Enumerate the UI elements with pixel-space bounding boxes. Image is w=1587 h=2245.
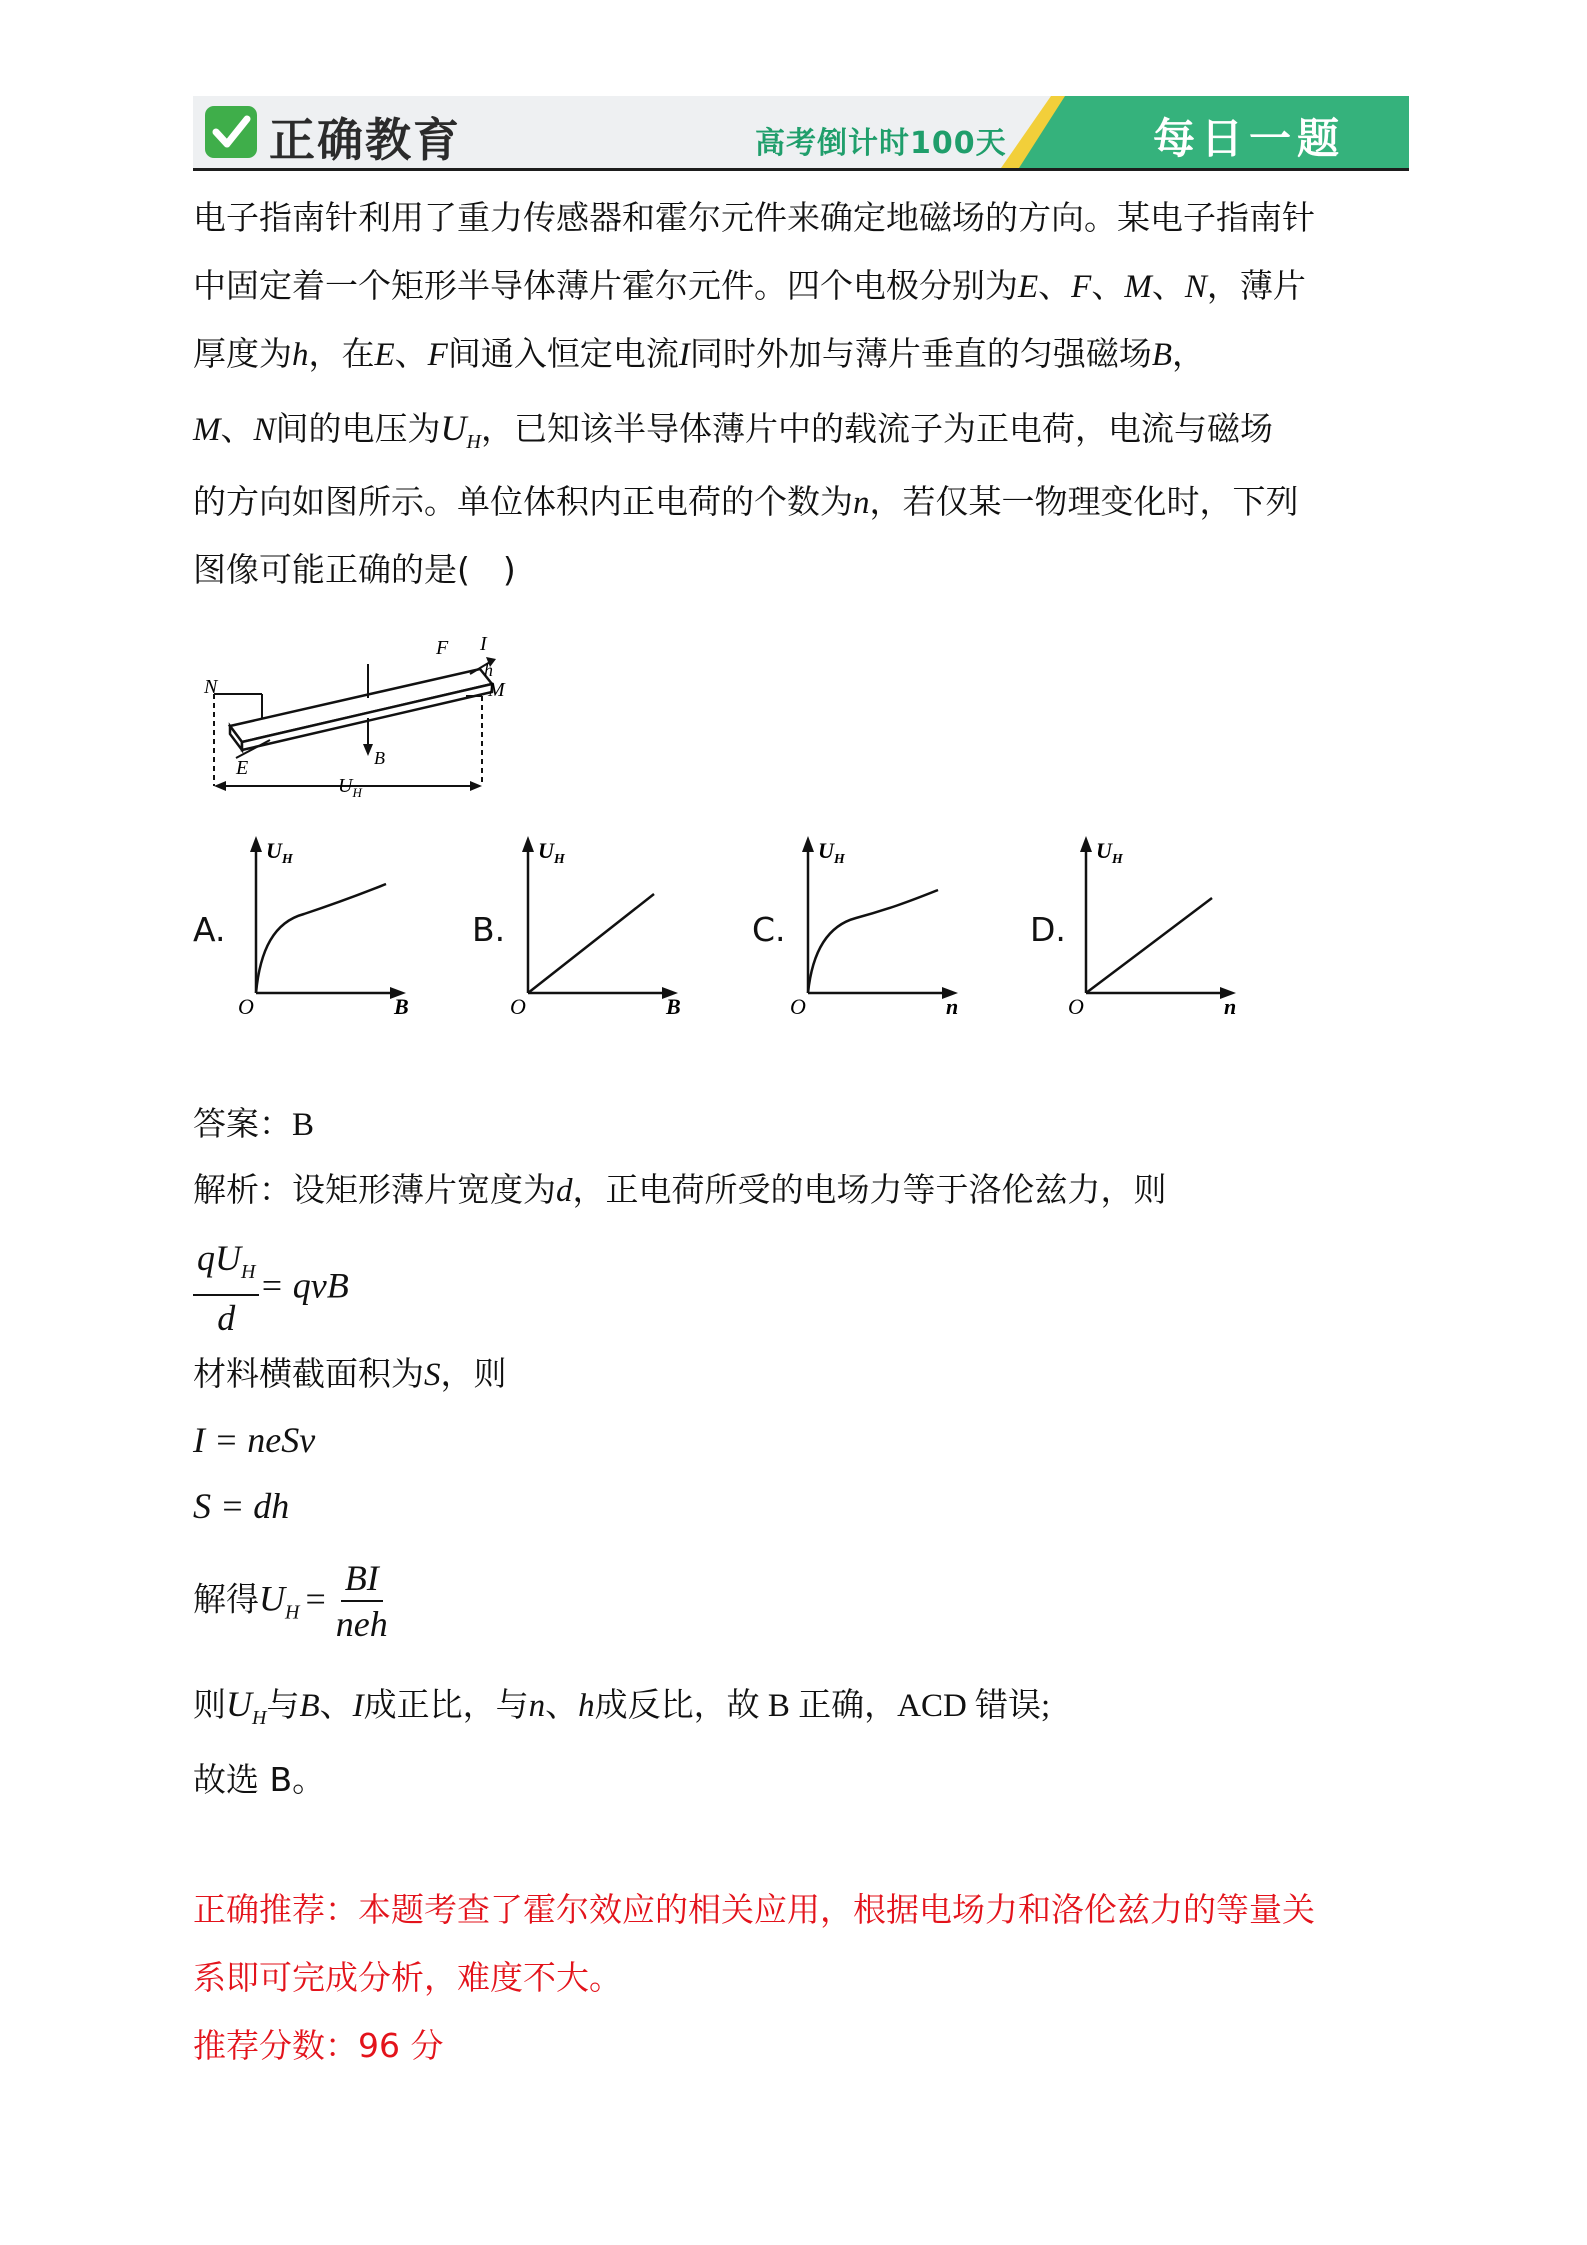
option-b-letter: B. bbox=[472, 910, 506, 949]
option-b-graph bbox=[510, 830, 690, 1020]
option-d-ylabel: $U_H$ bbox=[1096, 838, 1123, 867]
question-line-3: 厚度为h，在E、F间通入恒定电流I同时外加与薄片垂直的匀强磁场B， bbox=[193, 334, 1206, 373]
label-u: $U_H$ bbox=[338, 775, 362, 800]
label-b: B bbox=[374, 748, 385, 768]
option-d-xlabel: n bbox=[1224, 994, 1237, 1019]
question-line-5: 的方向如图所示。单位体积内正电荷的个数为n，若仅某一物理变化时，下列 bbox=[193, 482, 1299, 521]
countdown-text: 高考倒计时100天 bbox=[755, 126, 1007, 161]
equation-area: S = dh bbox=[193, 1486, 290, 1526]
option-c-origin: O bbox=[790, 994, 806, 1019]
option-c-graph bbox=[790, 830, 970, 1020]
option-d-graph bbox=[1068, 830, 1248, 1020]
slab-top bbox=[230, 669, 492, 742]
recommend-score: 推荐分数：96 分 bbox=[193, 2026, 444, 2065]
option-c-curve bbox=[808, 890, 938, 993]
label-n: N bbox=[204, 676, 218, 698]
daily-question-label: 每日一题 bbox=[1153, 114, 1346, 163]
option-b-line bbox=[528, 894, 654, 993]
equation-solution: 解得$U_H$ = $\frac{BI}{\text{neh}}$ bbox=[193, 1558, 388, 1644]
check-logo-icon bbox=[205, 106, 257, 158]
logo-text: 正确教育 bbox=[269, 113, 461, 167]
label-m: M bbox=[488, 679, 505, 701]
header-rule bbox=[193, 168, 1409, 171]
option-d-letter: D. bbox=[1030, 910, 1066, 949]
label-i: I bbox=[480, 633, 487, 655]
option-c-xlabel: n bbox=[946, 994, 959, 1019]
analysis-area-line: 材料横截面积为S，则 bbox=[193, 1354, 507, 1393]
equation-current: I = neSv bbox=[193, 1420, 316, 1460]
option-a-xlabel: B bbox=[394, 994, 409, 1019]
equation-force-balance: $\frac{qU_H}{d}$ = qvB bbox=[193, 1236, 349, 1340]
option-d-line bbox=[1086, 898, 1212, 993]
recommend-line-1: 正确推荐：本题考查了霍尔效应的相关应用，根据电场力和洛伦兹力的等量关 bbox=[193, 1890, 1315, 1929]
option-a-graph bbox=[238, 830, 418, 1020]
recommend-line-2: 系即可完成分析，难度不大。 bbox=[193, 1958, 622, 1997]
option-c-letter: C. bbox=[752, 910, 786, 949]
label-h: h bbox=[484, 660, 493, 680]
question-line-4: M、N间的电压为$U_H$，已知该半导体薄片中的载流子为正电荷，电流与磁场 bbox=[193, 408, 1273, 453]
conclusion-line: 则$U_H$与B、I成正比，与n、h成反比，故 B 正确，ACD 错误; bbox=[193, 1684, 1051, 1729]
option-a-curve bbox=[256, 884, 386, 993]
option-c-ylabel: $U_H$ bbox=[818, 838, 845, 867]
label-f: F bbox=[436, 637, 449, 659]
hall-element-figure bbox=[200, 626, 540, 808]
question-line-2: 中固定着一个矩形半导体薄片霍尔元件。四个电极分别为E、F、M、N，薄片 bbox=[193, 266, 1306, 305]
option-b-xlabel: B bbox=[666, 994, 681, 1019]
final-choice-line: 故选 B。 bbox=[193, 1760, 326, 1799]
label-e: E bbox=[236, 757, 249, 779]
option-a-letter: A. bbox=[193, 910, 226, 949]
option-d-origin: O bbox=[1068, 994, 1084, 1019]
page-header bbox=[193, 96, 1409, 170]
option-b-ylabel: $U_H$ bbox=[538, 838, 565, 867]
option-b-origin: O bbox=[510, 994, 526, 1019]
answer-line: 答案：B bbox=[193, 1104, 315, 1143]
question-line-1: 电子指南针利用了重力传感器和霍尔元件来确定地磁场的方向。某电子指南针 bbox=[193, 198, 1315, 237]
analysis-line-1: 解析：设矩形薄片宽度为d，正电荷所受的电场力等于洛伦兹力，则 bbox=[193, 1170, 1167, 1209]
option-a-ylabel: $U_H$ bbox=[266, 838, 293, 867]
question-line-6: 图像可能正确的是( ) bbox=[193, 550, 516, 589]
option-a-origin: O bbox=[238, 994, 254, 1019]
